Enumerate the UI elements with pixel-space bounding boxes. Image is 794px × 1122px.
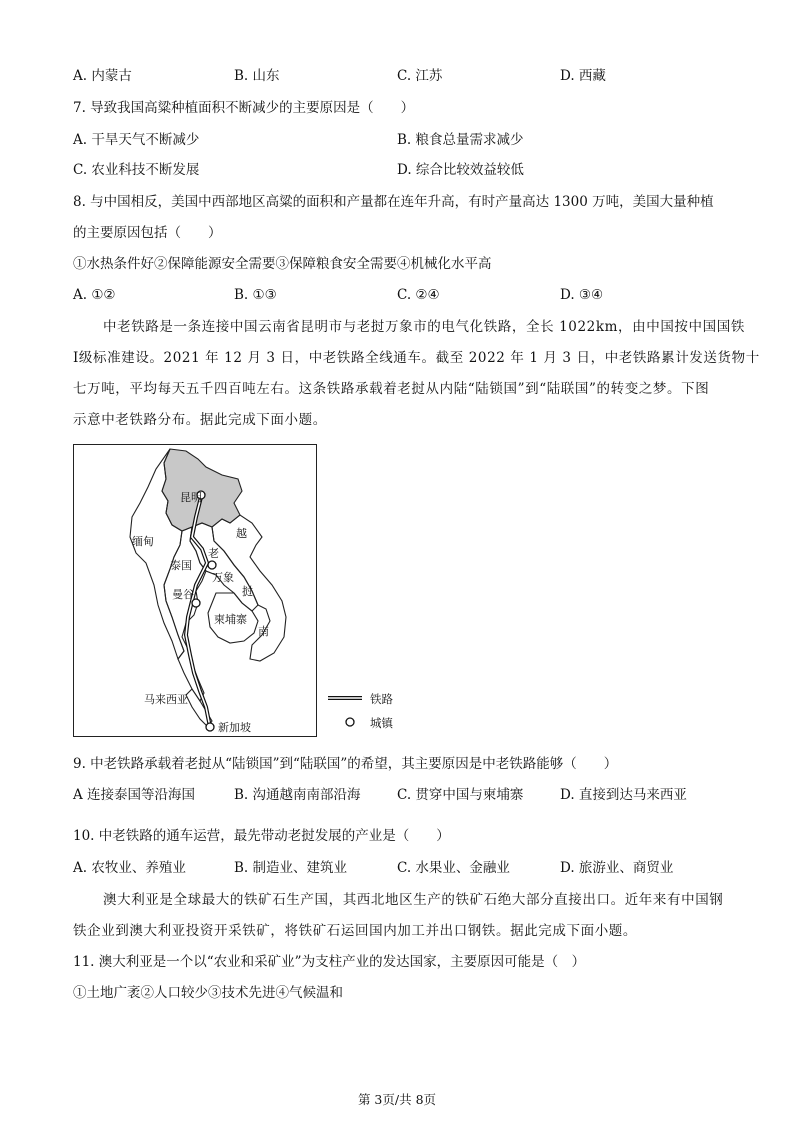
label-viet3: 南 bbox=[258, 625, 269, 638]
label-kunming: 昆明 bbox=[180, 491, 202, 504]
passage2-line1: 澳大利亚是全球最大的铁矿石生产国，其西北地区生产的铁矿石绝大部分直接出口。近年来有中国钢 bbox=[103, 892, 724, 908]
label-myanmar: 缅甸 bbox=[132, 535, 154, 548]
q10-stem: 10. 中老铁路的通车运营，最先带动老挝发展的产业是（ ） bbox=[73, 828, 450, 844]
label-bangkok: 曼谷 bbox=[172, 588, 194, 601]
q9-option-a: A 连接泰国等沿海国 bbox=[73, 787, 196, 803]
q6-option-a: A. 内蒙古 bbox=[73, 68, 132, 84]
passage1-line2: Ⅰ级标准建设。2021 年 12 月 3 日，中老铁路全线通车。截至 2022 年 1 月 3 日，中老铁路累计发送货物十 bbox=[73, 350, 760, 366]
label-thailand: 泰国 bbox=[170, 559, 192, 572]
label-cambodia: 柬埔寨 bbox=[214, 613, 247, 626]
q7-option-a: A. 干旱天气不断减少 bbox=[73, 132, 200, 148]
legend-railway-label: 铁路 bbox=[370, 692, 393, 706]
q7-stem: 7. 导致我国高粱种植面积不断减少的主要原因是（ ） bbox=[73, 100, 415, 116]
q9-option-c: C. 贯穿中国与柬埔寨 bbox=[397, 787, 524, 803]
q9-stem: 9. 中老铁路承载着老挝从“陆锁国”到“陆联国”的希望，其主要原因是中老铁路能够（ ） bbox=[73, 756, 618, 772]
q8-option-d: D. ③④ bbox=[560, 287, 604, 303]
railway-map bbox=[73, 444, 317, 737]
passage2-line2: 铁企业到澳大利亚投资开采铁矿，将铁矿石运回国内加工并出口钢铁。据此完成下面小题。 bbox=[73, 923, 637, 939]
q9-option-d: D. 直接到达马来西亚 bbox=[560, 787, 687, 803]
q8-option-a: A. ①② bbox=[73, 287, 116, 303]
q11-stem: 11. 澳大利亚是一个以“农业和采矿业”为支柱产业的发达国家，主要原因可能是（ ） bbox=[73, 954, 586, 970]
q6-option-b: B. 山东 bbox=[234, 68, 280, 84]
q10-option-c: C. 水果业、金融业 bbox=[397, 860, 510, 876]
label-lao: 老 bbox=[208, 547, 219, 560]
label-vientiane: 万象 bbox=[212, 571, 234, 584]
q7-option-b: B. 粮食总量需求减少 bbox=[397, 132, 524, 148]
label-viet2: 挝 bbox=[242, 585, 253, 598]
q11-choices: ①土地广袤②人口较少③技术先进④气候温和 bbox=[73, 985, 343, 1001]
passage1-line1: 中老铁路是一条连接中国云南省昆明市与老挝万象市的电气化铁路，全长 1022km，由中国按中国国铁 bbox=[103, 319, 745, 335]
q8-choices: ①水热条件好②保障能源安全需要③保障粮食安全需要④机械化水平高 bbox=[73, 256, 492, 272]
q10-option-b: B. 制造业、建筑业 bbox=[234, 860, 348, 876]
q10-option-d: D. 旅游业、商贸业 bbox=[560, 860, 674, 876]
town-singapore bbox=[206, 723, 214, 731]
town-vientiane bbox=[208, 561, 216, 569]
legend-town-label: 城镇 bbox=[370, 716, 393, 730]
legend-town-symbol bbox=[346, 718, 354, 726]
q7-option-d: D. 综合比较效益较低 bbox=[397, 162, 524, 178]
label-malaysia: 马来西亚 bbox=[144, 693, 188, 706]
label-viet1: 越 bbox=[236, 527, 247, 540]
thailand-region bbox=[164, 527, 206, 701]
passage1-line3: 七万吨，平均每天五千四百吨左右。这条铁路承载着老挝从内陆“陆锁国”到“陆联国”的转变之梦。下图 bbox=[73, 381, 710, 397]
yunnan-region bbox=[162, 449, 242, 531]
map-canvas bbox=[74, 445, 316, 736]
q10-option-a: A. 农牧业、养殖业 bbox=[73, 860, 186, 876]
legend-symbols bbox=[326, 692, 366, 732]
label-singapore: 新加坡 bbox=[218, 721, 251, 734]
q8-stem-line1: 8. 与中国相反，美国中西部地区高粱的面积和产量都在连年升高，有时产量高达 1300 万吨，美国大量种植 bbox=[73, 194, 714, 210]
q8-stem-line2: 的主要原因包括（ ） bbox=[73, 225, 222, 241]
q7-option-c: C. 农业科技不断发展 bbox=[73, 162, 200, 178]
q6-option-c: C. 江苏 bbox=[397, 68, 443, 84]
page-footer: 第 3页/共 8页 bbox=[357, 1092, 437, 1107]
q8-option-c: C. ②④ bbox=[397, 287, 440, 303]
passage1-line4: 示意中老铁路分布。据此完成下面小题。 bbox=[73, 412, 327, 428]
q9-option-b: B. 沟通越南南部沿海 bbox=[234, 787, 361, 803]
q8-option-b: B. ①③ bbox=[234, 287, 277, 303]
q6-option-d: D. 西藏 bbox=[560, 68, 606, 84]
